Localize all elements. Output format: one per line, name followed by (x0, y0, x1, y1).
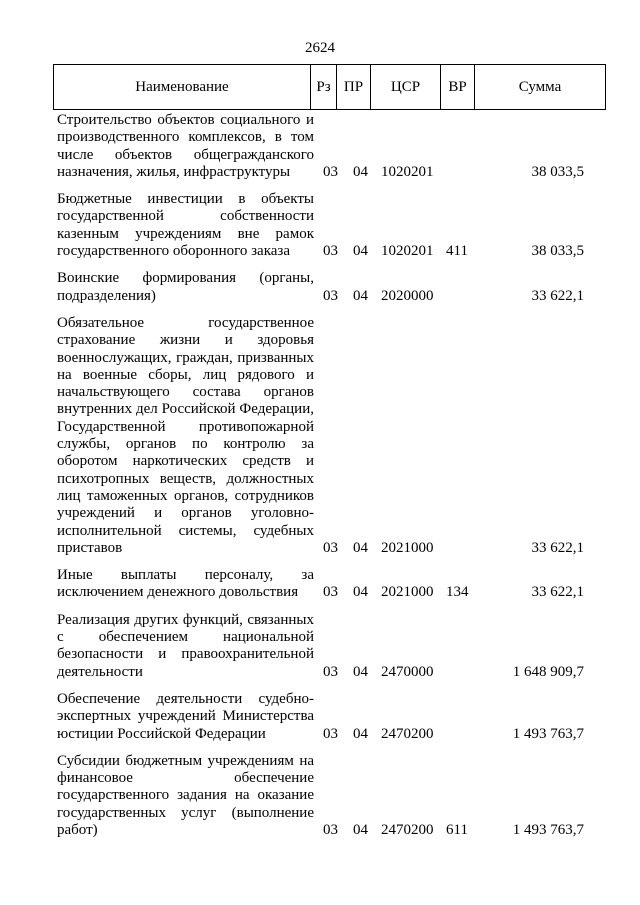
row-name: Субсидии бюджетным учреждениям на финансовое обеспечение государственного задания на оказание государственных услуг (выполнение работ) (57, 752, 314, 838)
row-name: Реализация других функций, связанных с обеспечением национальной безопасности и правоохранительной деятельности (57, 611, 314, 680)
table-row (0, 567, 640, 602)
row-csr: 2020000 (381, 287, 434, 304)
table-row (0, 270, 640, 305)
row-sum: 38 033,5 (531, 243, 584, 260)
row-name: Воинские формирования (органы, подразделения) (57, 270, 314, 304)
row-name: Обязательное государственное страхование жизни и здоровья военнослужащих, граждан, призванных на военные сборы, лиц рядового и начальствующего состава органов внутренних дел Российской Федерации, Государственной противопожарной службы, органов по контролю за оборотом наркотических средств и психотропных веществ, должностных лиц таможенных органов, сотрудников учреждений и органов уголовно-исполнительной системы, судебных приставов (57, 314, 314, 556)
row-sum: 33 622,1 (531, 287, 584, 304)
row-csr: 1020201 (381, 243, 434, 260)
row-rz: 03 (323, 287, 338, 304)
table-row (0, 315, 640, 557)
row-rz: 03 (323, 243, 338, 260)
row-pr: 04 (353, 663, 368, 680)
table-row (0, 112, 640, 181)
row-csr: 2470200 (381, 821, 434, 838)
row-rz: 03 (323, 539, 338, 556)
row-vr: 611 (446, 821, 468, 838)
table-body (0, 112, 640, 849)
row-pr: 04 (353, 287, 368, 304)
row-sum: 33 622,1 (531, 584, 584, 601)
row-rz: 03 (323, 584, 338, 601)
row-pr: 04 (353, 163, 368, 180)
row-pr: 04 (353, 821, 368, 838)
row-rz: 03 (323, 663, 338, 680)
row-sum: 1 493 763,7 (512, 821, 584, 838)
table-row (0, 191, 640, 260)
row-csr: 2021000 (381, 539, 434, 556)
header-name: Наименование (135, 79, 229, 95)
row-vr: 411 (446, 243, 468, 260)
header-vr: ВР (440, 65, 474, 109)
table-header (53, 64, 606, 110)
header-sum: Сумма (474, 65, 605, 109)
row-pr: 04 (353, 243, 368, 260)
row-sum: 1 493 763,7 (512, 725, 584, 742)
row-pr: 04 (353, 539, 368, 556)
row-pr: 04 (353, 725, 368, 742)
row-name: Иные выплаты персоналу, за исключением денежного довольствия (57, 567, 314, 601)
row-rz: 03 (323, 821, 338, 838)
row-name: Строительство объектов социального и производственного комплексов, в том числе объектов общегражданского назначения, жилья, инфраструктуры (57, 112, 314, 180)
row-pr: 04 (353, 584, 368, 601)
row-csr: 1020201 (381, 163, 434, 180)
row-sum: 33 622,1 (531, 539, 584, 556)
page-number: 2624 (305, 40, 335, 56)
table-row (0, 612, 640, 681)
row-sum: 1 648 909,7 (512, 663, 584, 680)
row-rz: 03 (323, 163, 338, 180)
row-csr: 2021000 (381, 584, 434, 601)
header-csr: ЦСР (370, 65, 440, 109)
row-vr: 134 (446, 584, 469, 601)
row-rz: 03 (323, 725, 338, 742)
table-row (0, 753, 640, 839)
row-csr: 2470000 (381, 663, 434, 680)
header-rz: Рз (310, 65, 336, 109)
header-pr: ПР (336, 65, 370, 109)
table-row (0, 691, 640, 743)
row-name: Бюджетные инвестиции в объекты государственной собственности казенным учреждениям вне рамок государственного оборонного заказа (57, 191, 314, 260)
row-csr: 2470200 (381, 725, 434, 742)
row-sum: 38 033,5 (531, 163, 584, 180)
row-name: Обеспечение деятельности судебно-экспертных учреждений Министерства юстиции Российской Федерации (57, 690, 314, 742)
